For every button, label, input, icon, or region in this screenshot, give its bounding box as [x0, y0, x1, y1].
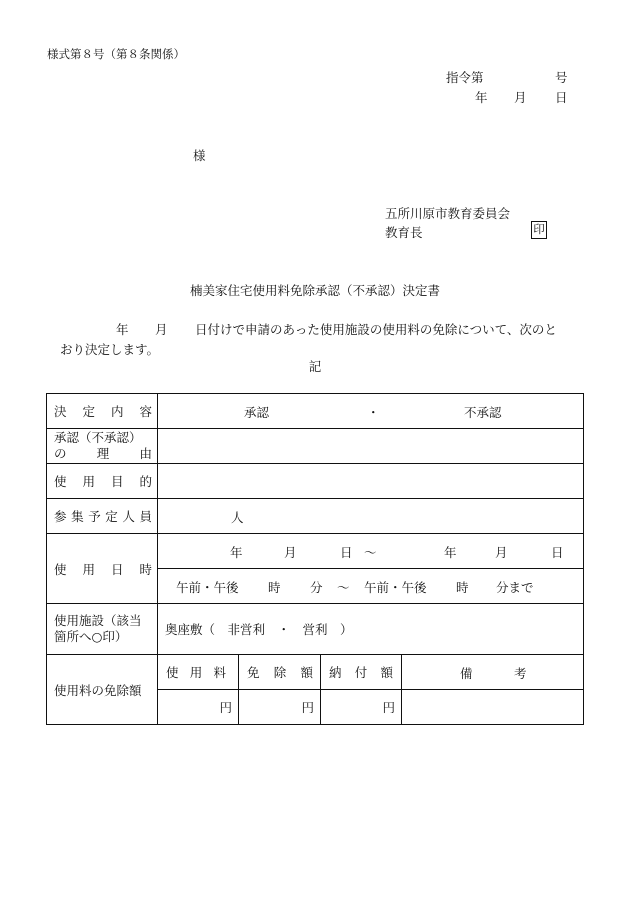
document-title: 楠美家住宅使用料免除承認（不承認）決定書 [189, 283, 440, 298]
date-to-year: 年 [444, 545, 457, 560]
body-text: 日付けで申請のあった使用施設の使用料の免除について、次のと [195, 322, 557, 337]
row-datetime-date [47, 534, 584, 569]
decision-label: 決 定 内 容 [47, 394, 158, 429]
remarks-field[interactable] [402, 690, 584, 725]
date-from-year: 年 [230, 545, 243, 560]
time-from-minute: 分 [310, 580, 323, 595]
row-facility [47, 604, 584, 655]
fee-col-payment: 納 付 額 [321, 655, 402, 690]
seal-stamp-box: 印 [531, 221, 547, 239]
time-to-ampm: 午前・午後 [364, 580, 427, 595]
exemption-amount-field[interactable] [239, 690, 321, 725]
body-line-2: おり決定します。 [60, 342, 160, 357]
disapprove-option[interactable]: 不承認 [464, 405, 502, 420]
option-separator: ・ [367, 405, 380, 420]
decision-form-table [46, 393, 584, 725]
reason-label: 承認（不承認） の 理 由 [47, 429, 158, 464]
body-month: 月 [155, 322, 168, 337]
fee-col-remarks: 備 考 [402, 655, 584, 690]
fee-col-usage-fee: 使 用 料 [158, 655, 239, 690]
issue-date-year: 年 [475, 90, 488, 105]
row-purpose [47, 464, 584, 499]
payment-amount-field[interactable] [321, 690, 402, 725]
attendees-label: 参 集 予 定 人 員 [47, 499, 158, 534]
attendees-field[interactable] [158, 499, 584, 534]
issuer-organization: 五所川原市教育委員会 [385, 206, 511, 221]
body-year: 年 [116, 322, 129, 337]
row-reason [47, 429, 584, 464]
facility-field[interactable] [158, 604, 584, 655]
date-to-month: 月 [495, 545, 508, 560]
date-to-day: 日 [551, 545, 564, 560]
approve-option[interactable]: 承認 [244, 405, 270, 420]
row-decision [47, 394, 584, 429]
date-from-day: 日 [340, 545, 353, 560]
order-number-suffix: 号 [555, 70, 568, 85]
order-number-prefix: 指令第 [446, 70, 484, 85]
purpose-field[interactable] [158, 464, 584, 499]
time-from-hour: 時 [268, 580, 281, 595]
time-to-until: 分まで [496, 580, 534, 595]
addressee-honorific: 様 [193, 148, 206, 163]
yen-unit: 円 [219, 700, 232, 715]
ki-mark: 記 [308, 359, 322, 374]
time-range-field[interactable] [158, 569, 584, 604]
attendees-unit: 人 [231, 510, 244, 525]
yen-unit: 円 [382, 700, 395, 715]
decision-options[interactable] [158, 394, 584, 429]
facility-text: 奥座敷（ 非営利 ・ 営利 ） [165, 622, 353, 637]
fee-col-exemption: 免 除 額 [239, 655, 321, 690]
row-fee-header [47, 655, 584, 690]
issuer-title: 教育長 [385, 225, 423, 240]
facility-label: 使用施設（該当 箇所へ○印） [47, 604, 158, 655]
time-from-ampm: 午前・午後 [176, 580, 239, 595]
date-range-tilde: ～ [364, 545, 377, 560]
datetime-label: 使 用 日 時 [47, 534, 158, 604]
form-number: 様式第８号（第８条関係） [47, 47, 185, 61]
date-from-month: 月 [284, 545, 297, 560]
date-range-field[interactable] [158, 534, 584, 569]
reason-field[interactable] [158, 429, 584, 464]
row-attendees [47, 499, 584, 534]
purpose-label: 使 用 目 的 [47, 464, 158, 499]
time-range-tilde: ～ [337, 580, 350, 595]
issue-date-month: 月 [514, 90, 527, 105]
usage-fee-field[interactable] [158, 690, 239, 725]
issue-date-day: 日 [555, 90, 568, 105]
yen-unit: 円 [301, 700, 314, 715]
fee-exemption-label: 使用料の免除額 [47, 655, 158, 725]
time-to-hour: 時 [456, 580, 469, 595]
